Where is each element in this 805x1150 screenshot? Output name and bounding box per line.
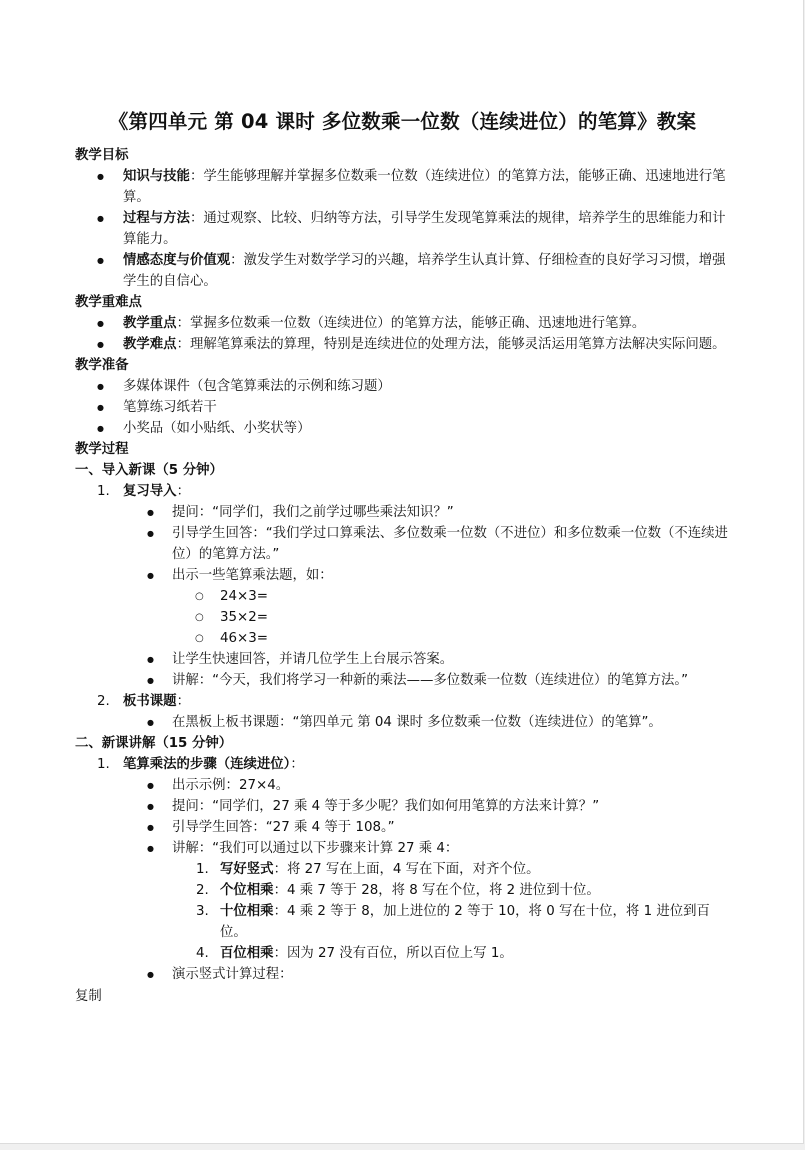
list-item: 1. 复习导入： (97, 484, 190, 499)
list-item: 1. 笔算乘法的步骤（连续进位）： (97, 757, 304, 772)
list-item: ● 知识与技能：学生能够理解并掌握多位数乘一位数（连续进位）的笔算方法，能够正确、迅速地进行笔算。 (75, 166, 735, 208)
subsection-heading-new-lesson: 二、新课讲解（15 分钟） (75, 736, 233, 751)
subsection-heading-intro: 一、导入新课（5 分钟） (75, 463, 223, 478)
list-item: ● 讲解：“我们可以通过以下步骤来计算 27 乘 4： (75, 838, 735, 859)
lesson-steps (75, 754, 735, 775)
list-item: ● 让学生快速回答，并请几位学生上台展示答案。 (75, 649, 735, 670)
list-item: ● 引导学生回答：“我们学过口算乘法、多位数乘一位数（不进位）和多位数乘一位数（不连续进位）的笔算方法。” (75, 523, 735, 565)
section-heading-keypoints: 教学重难点 (75, 295, 142, 310)
demo-items (75, 964, 735, 985)
intro-steps (75, 481, 735, 502)
list-item: ● 教学难点：理解笔算乘法的算理，特别是连续进位的处理方法，能够灵活运用笔算方法解决实际问题。 (75, 334, 735, 355)
list-item: 2. 板书课题： (97, 694, 190, 709)
lesson-items (75, 775, 735, 859)
list-item: ● 过程与方法：通过观察、比较、归纳等方法，引导学生发现笔算乘法的规律，培养学生的思维能力和计算能力。 (75, 208, 735, 250)
calculation-steps (75, 859, 735, 964)
list-item: ● 情感态度与价值观：激发学生对数学学习的兴趣，培养学生认真计算、仔细检查的良好学习习惯，增强学生的自信心。 (75, 250, 735, 292)
keypoints-list (75, 313, 735, 355)
list-item: ● 出示一些笔算乘法题，如： (75, 565, 735, 586)
list-item: ○ 35×2= (75, 607, 735, 628)
list-item: ● 教学重点：掌握多位数乘一位数（连续进位）的笔算方法，能够正确、迅速地进行笔算。 (75, 313, 735, 334)
problem-list (75, 586, 735, 649)
list-item: ● 出示示例：27×4。 (75, 775, 735, 796)
document-body (75, 145, 735, 1007)
review-items (75, 502, 735, 586)
list-item: ● 引导学生回答：“27 乘 4 等于 108。” (75, 817, 735, 838)
list-item: 2. 个位相乘：4 乘 7 等于 28，将 8 写在个位，将 2 进位到十位。 (196, 883, 600, 898)
list-item: ● 小奖品（如小贴纸、小奖状等） (75, 418, 735, 439)
list-item: ● 多媒体课件（包含笔算乘法的示例和练习题） (75, 376, 735, 397)
list-item: ○ 24×3= (75, 586, 735, 607)
list-item: ● 讲解：“今天，我们将学习一种新的乘法——多位数乘一位数（连续进位）的笔算方法。” (75, 670, 735, 691)
goals-list (75, 166, 735, 292)
list-item: ● 演示竖式计算过程： (75, 964, 735, 985)
review-items-continued (75, 649, 735, 691)
board-items (75, 712, 735, 733)
list-item: 3. 十位相乘：4 乘 2 等于 8，加上进位的 2 等于 10，将 0 写在十位，将 1 进位到百位。 (196, 904, 710, 940)
page-title: 《第四单元 第 04 课时 多位数乘一位数（连续进位）的笔算》教案 (108, 110, 697, 133)
list-item: ● 提问：“同学们，27 乘 4 等于多少呢？我们如何用笔算的方法来计算？” (75, 796, 735, 817)
list-item: 4. 百位相乘：因为 27 没有百位，所以百位上写 1。 (196, 946, 513, 961)
intro-steps-2 (75, 691, 735, 712)
copy-button[interactable]: 复制 (75, 989, 102, 1004)
list-item: ● 在黑板上板书课题：“第四单元 第 04 课时 多位数乘一位数（连续进位）的笔算”。 (75, 712, 735, 733)
list-item: ● 笔算练习纸若干 (75, 397, 735, 418)
list-item: ● 提问：“同学们，我们之前学过哪些乘法知识？” (75, 502, 735, 523)
section-heading-goals: 教学目标 (75, 148, 129, 163)
list-item: 1. 写好竖式：将 27 写在上面，4 写在下面，对齐个位。 (196, 862, 540, 877)
section-heading-prep: 教学准备 (75, 358, 129, 373)
section-heading-process: 教学过程 (75, 442, 129, 457)
list-item: ○ 46×3= (75, 628, 735, 649)
prep-list (75, 376, 735, 439)
